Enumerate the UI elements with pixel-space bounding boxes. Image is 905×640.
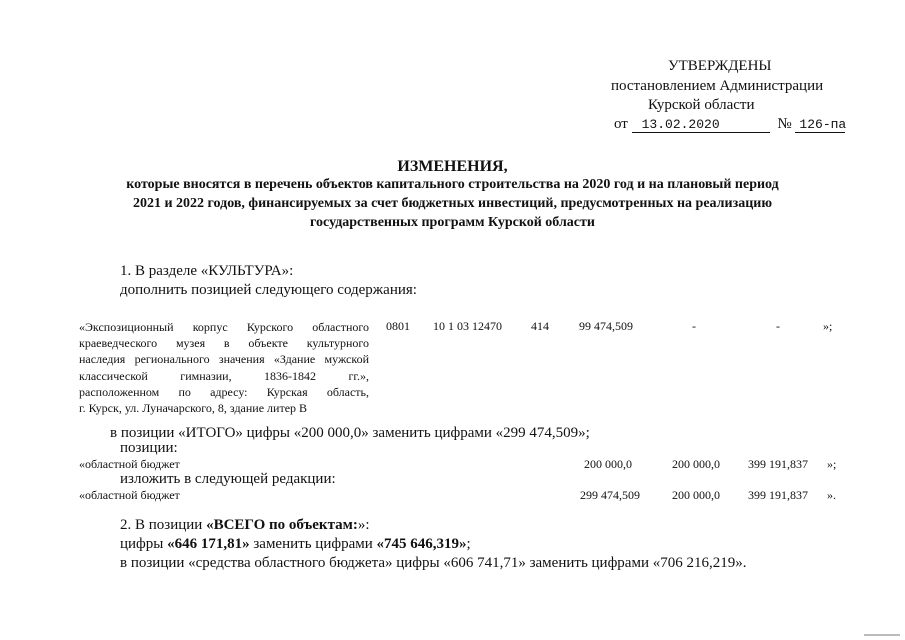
section1-title: 1. В разделе «КУЛЬТУРА»:	[120, 263, 294, 279]
target-article-code: 10 1 03 12470	[433, 319, 502, 333]
new-total-value: «745 646,319»	[376, 536, 467, 552]
old-budget-2021: 200 000,0	[672, 457, 720, 471]
new-budget-2022: 399 191,837	[748, 488, 808, 502]
position-label: позиции:	[120, 440, 178, 456]
heading-line-2: 2021 и 2022 годов, финансируемых за счет бюджетных инвестиций, предусмотренных на реализацию	[132, 196, 773, 211]
amount-2020: 99 474,509	[579, 319, 633, 333]
approval-line-2: Курской области	[648, 97, 755, 113]
old-total-value: «646 171,81»	[167, 536, 250, 552]
document-title: ИЗМЕНЕНИЯ,	[397, 158, 508, 175]
section2-title-bold: «ВСЕГО по объектам:	[206, 517, 358, 533]
description-line: классической гимназии, 1836-1842 гг.»,	[79, 368, 369, 383]
row-end-quote: »;	[823, 319, 833, 333]
approval-date: 13.02.2020	[632, 118, 770, 133]
approval-date-line	[614, 116, 845, 133]
section-code: 0801	[386, 319, 410, 333]
approval-title: УТВЕРЖДЕНЫ	[668, 58, 772, 74]
object-description	[79, 319, 369, 416]
description-line: наследия регионального значения «Здание мужской	[79, 352, 369, 367]
old-budget-2020: 200 000,0	[584, 457, 632, 471]
section2-title: 2. В позиции «ВСЕГО по объектам:»:	[120, 517, 370, 533]
old-budget-2022: 399 191,837	[748, 457, 808, 471]
old-budget-label: «областной бюджет	[79, 457, 180, 471]
old-row-end: »;	[827, 457, 837, 471]
new-budget-2021: 200 000,0	[672, 488, 720, 502]
description-line: «Экспозиционный корпус Курского областного	[79, 320, 369, 334]
description-line: расположенном по адресу: Курская область,	[79, 384, 369, 399]
new-budget-label: «областной бюджет	[79, 488, 180, 502]
amount-2021: -	[692, 319, 696, 333]
section1-intro: дополнить позицией следующего содержания:	[120, 282, 417, 298]
section2-line-1: цифры «646 171,81» заменить цифрами «745 646,319»;	[120, 536, 471, 552]
new-budget-2020: 299 474,509	[580, 488, 640, 502]
expense-type-code: 414	[531, 319, 549, 333]
approval-line-1: постановлением Администрации	[611, 78, 824, 94]
new-redaction-label: изложить в следующей редакции:	[120, 471, 336, 487]
heading-line-1: которые вносятся в перечень объектов капитального строительства на 2020 год и на плановый период	[126, 177, 779, 192]
date-prefix: от	[614, 116, 628, 132]
number-prefix: №	[777, 116, 792, 132]
scan-artifact	[864, 634, 900, 636]
heading-line-3: государственных программ Курской области	[310, 215, 595, 230]
section2-line-2: в позиции «средства областного бюджета» цифры «606 741,71» заменить цифрами «706 216,219».	[120, 555, 747, 571]
itogo-change: в позиции «ИТОГО» цифры «200 000,0» заменить цифрами «299 474,509»;	[110, 425, 590, 441]
description-line: краеведческого музея в объекте культурного	[79, 336, 369, 351]
new-row-end: ».	[827, 488, 836, 502]
approval-number: 126-па	[795, 118, 845, 133]
description-line: г. Курск, ул. Луначарского, 8, здание литер В	[79, 401, 308, 416]
amount-2022: -	[776, 319, 780, 333]
